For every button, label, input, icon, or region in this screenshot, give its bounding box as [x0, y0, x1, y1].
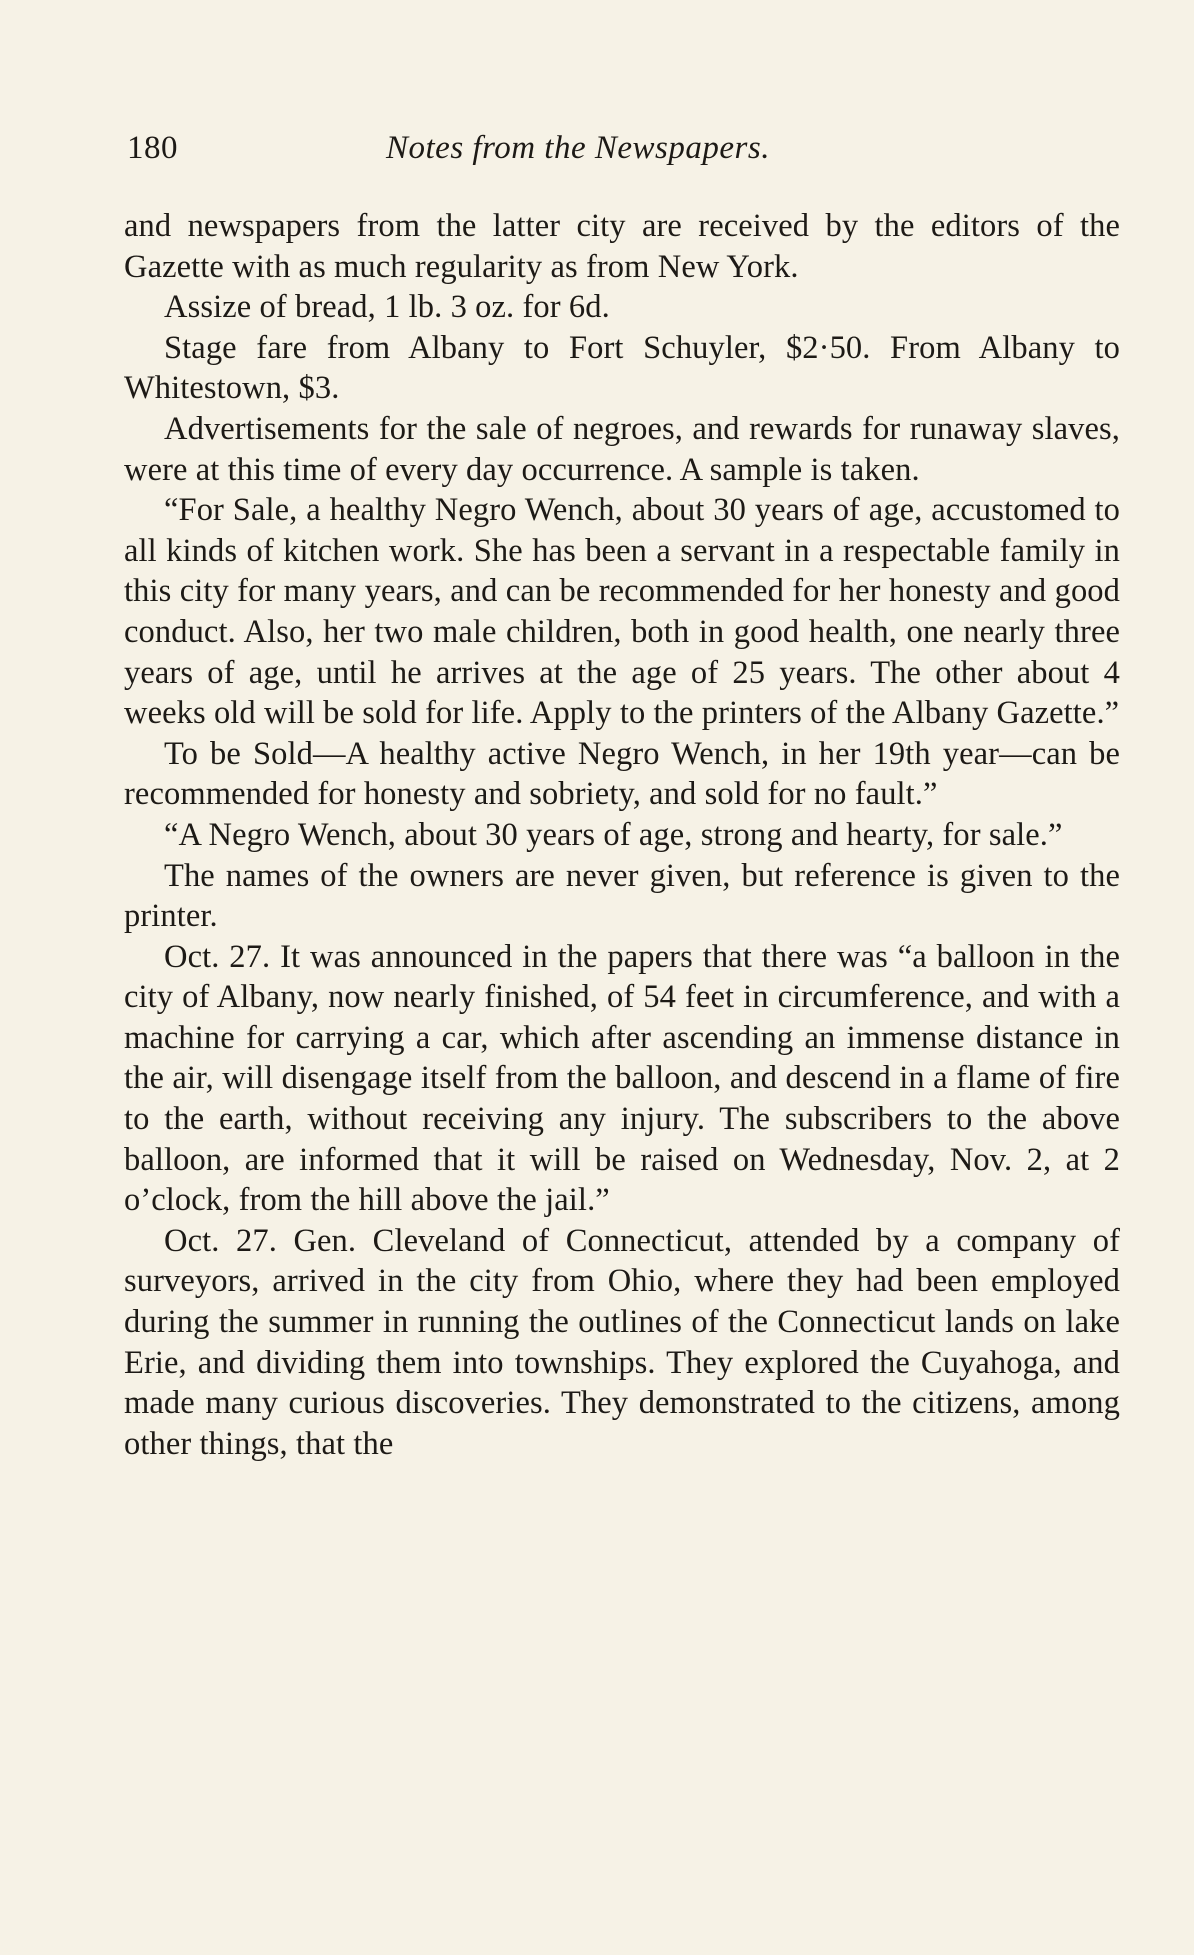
paragraph-gen-cleveland: Oct. 27. Gen. Cleveland of Connecticut, attended by a company of surveyors, arrived in the city from Ohio, where they had been employed during the summer in running the outlines of the Connecticut lands on lake Erie, and dividing them into townships. They explored the Cuyahoga, and made many curious discoveries. They demonstrated to the citizens, among other things, that the — [124, 1222, 1120, 1462]
paragraph-for-sale-quote: “For Sale, a healthy Negro Wench, about 30 years of age, accustomed to all kinds of kitchen work. She has been a servant in a respectable family in this city for many years, and can be recommended for her honesty and good conduct. Also, her two male children, both in good health, one nearly three years of age, until he arrives at the age of 25 years. The other about 4 weeks old will be sold for life. Apply to the printers of the Albany Gazette.” — [124, 492, 1120, 732]
paragraph-stage-fare: Stage fare from Albany to Fort Schuyler, $2·50. From Albany to Whitestown, $3. — [124, 329, 1120, 407]
page-number: 180 — [127, 130, 178, 166]
paragraph-names-of-owners: The names of the owners are never given, but reference is given to the printer. — [124, 857, 1120, 935]
body-text — [124, 206, 1120, 1464]
paragraph-advertisements: Advertisements for the sale of negroes, and rewards for runaway slaves, were at this time of every day occurrence. A sample is taken. — [124, 410, 1120, 488]
paragraph-to-be-sold: To be Sold—A healthy active Negro Wench, in her 19th year—can be recommended for honesty and sobriety, and sold for no fault.” — [124, 735, 1120, 813]
book-page — [124, 128, 1120, 1464]
running-head — [124, 128, 1120, 168]
running-title: Notes from the Newspapers. — [386, 130, 770, 166]
paragraph-assize-of-bread: Assize of bread, 1 lb. 3 oz. for 6d. — [164, 289, 610, 326]
paragraph-continuation: and newspapers from the latter city are received by the editors of the Gazette with as much regularity as from New York. — [124, 208, 1120, 285]
paragraph-negro-wench: “A Negro Wench, about 30 years of age, strong and hearty, for sale.” — [164, 816, 1063, 853]
paragraph-balloon: Oct. 27. It was announced in the papers that there was “a balloon in the city of Albany, now nearly finished, of 54 feet in circumference, and with a machine for carrying a car, which after ascending an immense distance in the air, will disengage itself from the balloon, and descend in a flame of fire to the earth, without receiving any injury. The subscribers to the above balloon, are informed that it will be raised on Wednesday, Nov. 2, at 2 o’clock, from the hill above the jail.” — [124, 938, 1120, 1219]
